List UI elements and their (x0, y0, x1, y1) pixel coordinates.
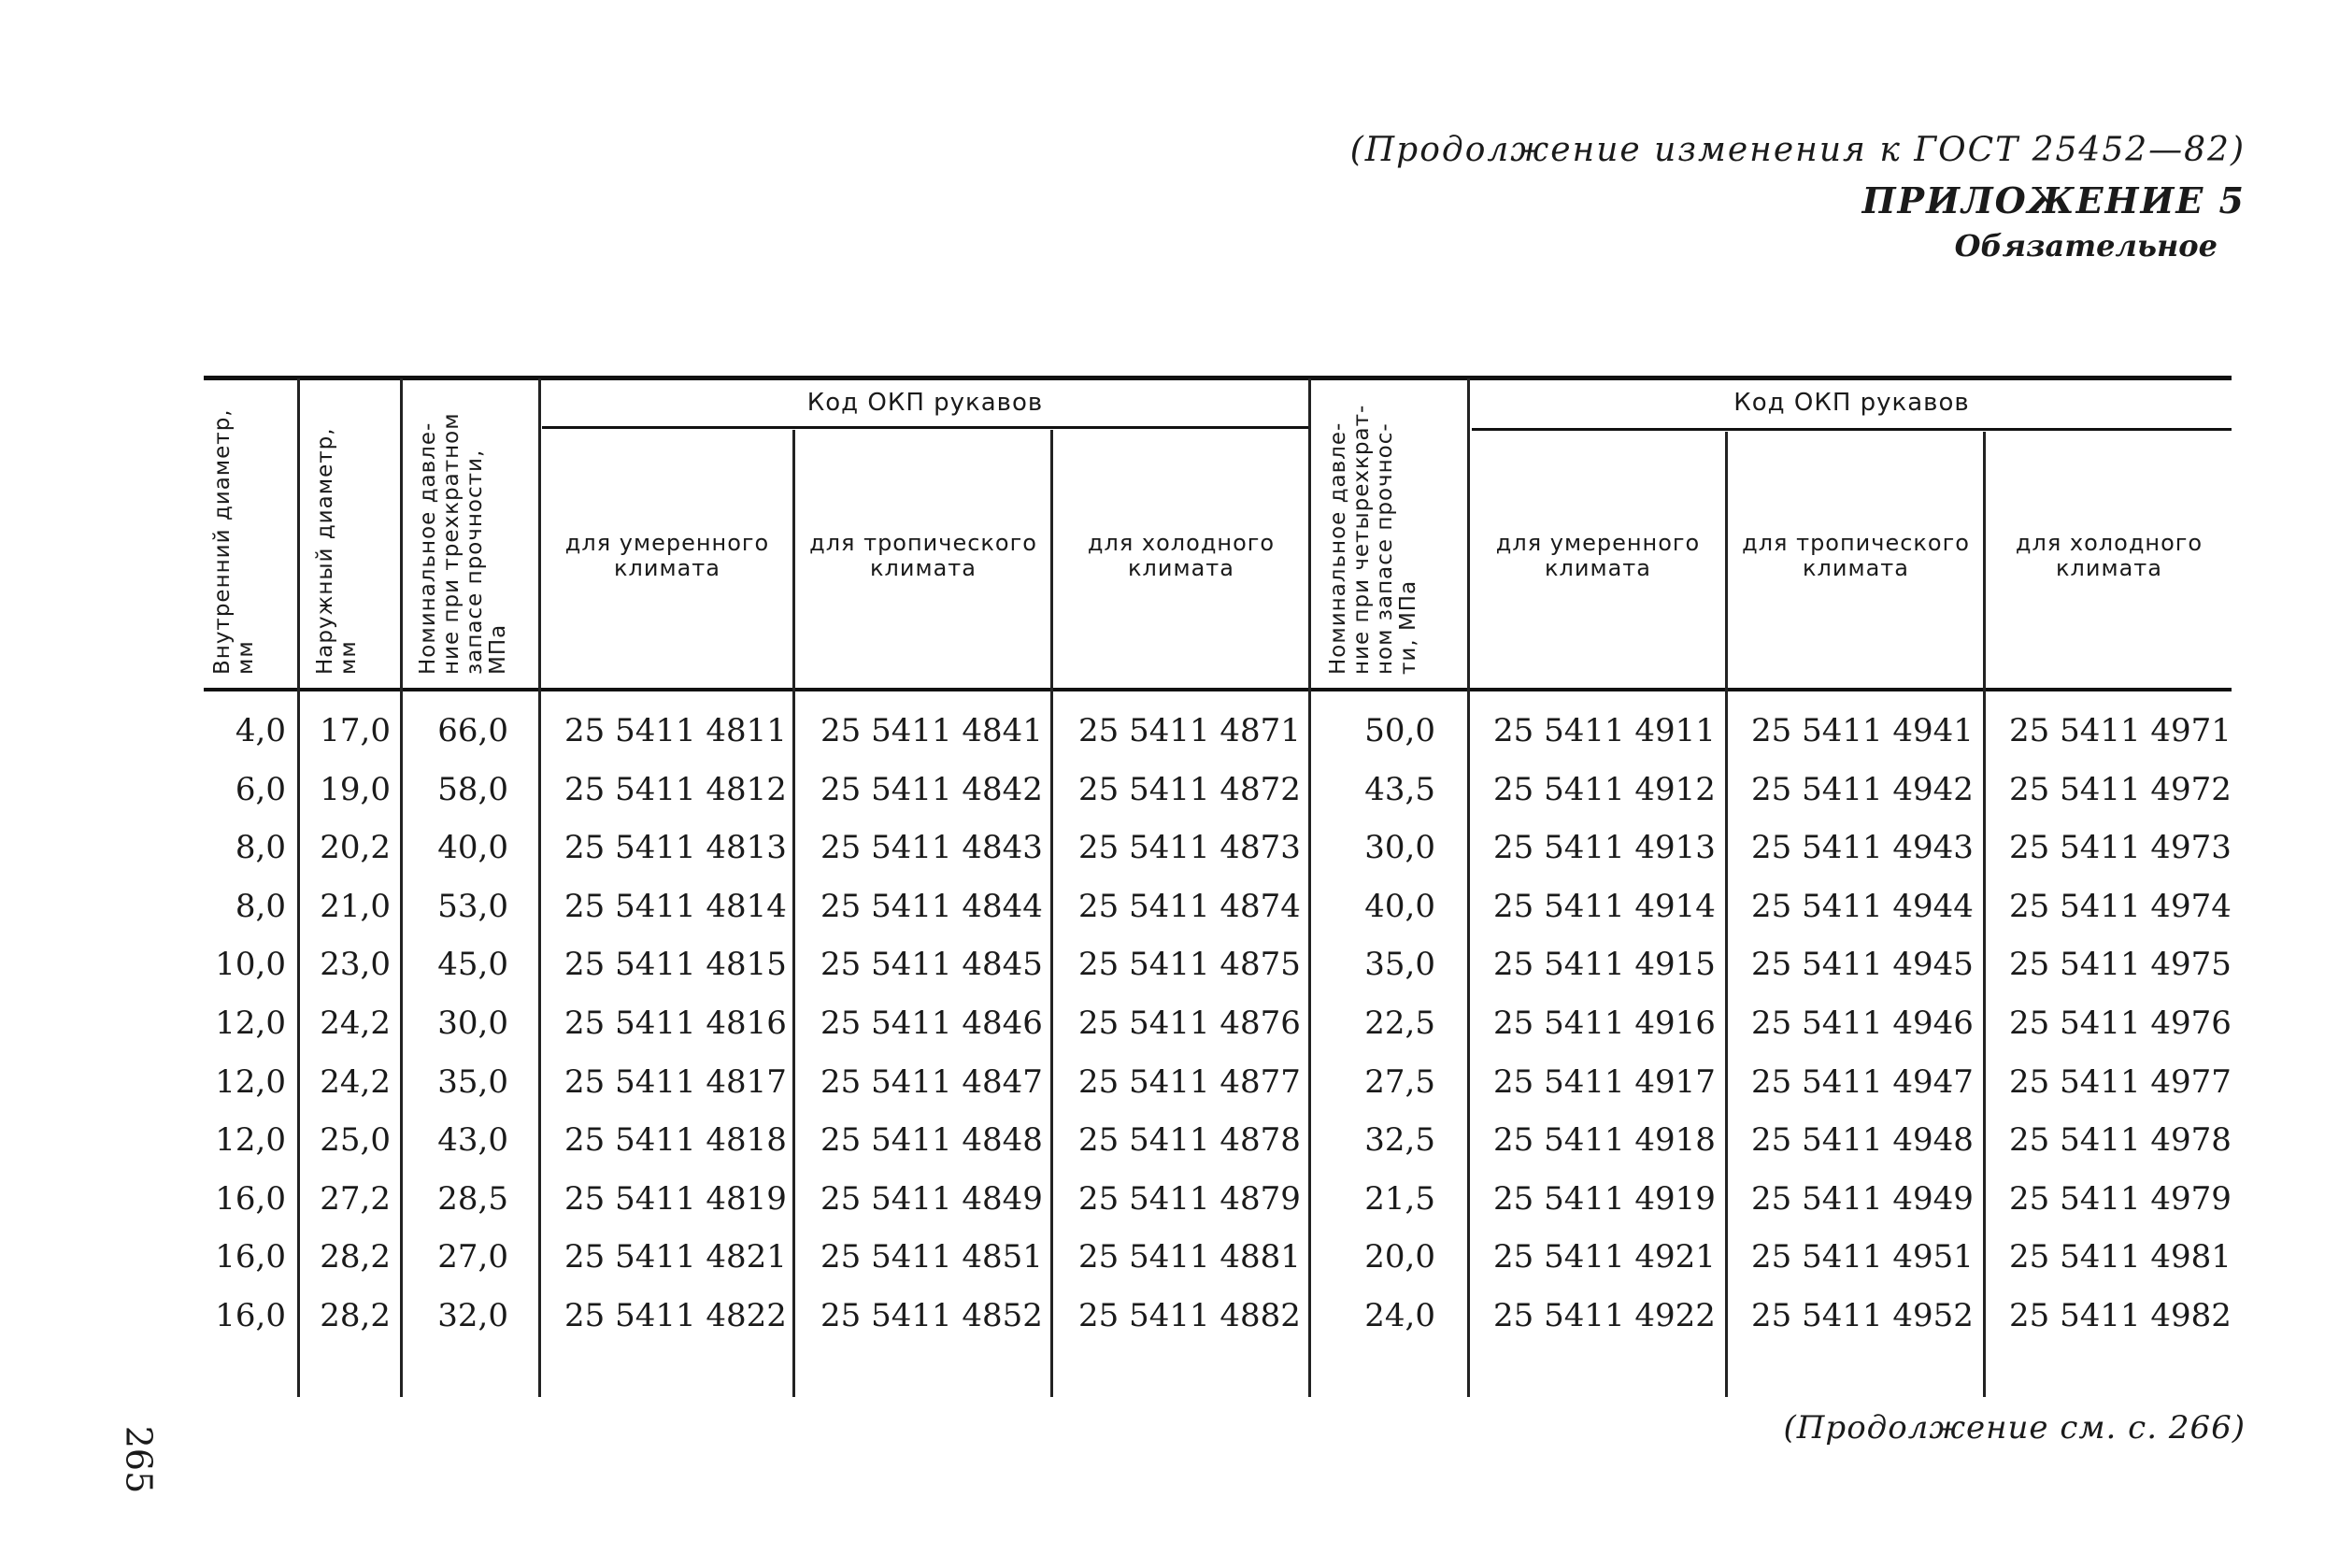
cell-code-cold-2: 25 5411 4979 (2009, 1179, 2232, 1218)
cell-outer-diameter: 27,2 (320, 1179, 391, 1218)
cell-outer-diameter: 20,2 (320, 829, 391, 867)
header-outer-diameter: Наружный диаметр, мм (313, 427, 361, 675)
col-divider-6 (1308, 378, 1311, 1397)
cell-pressure-3x: 40,0 (437, 829, 508, 867)
subhead-tropical-2: для тропического климата (1742, 530, 1970, 581)
cell-code-moderate-1: 25 5411 4811 (564, 712, 787, 749)
okp-group-header-1: Код ОКП рукавов (806, 389, 1044, 417)
cell-code-moderate-1: 25 5411 4821 (564, 1238, 787, 1276)
cell-pressure-4x: 21,5 (1364, 1179, 1435, 1218)
subhead-cold-2: для холодного климата (2015, 530, 2204, 581)
cell-pressure-4x: 24,0 (1364, 1297, 1435, 1334)
cell-code-moderate-1: 25 5411 4817 (564, 1062, 787, 1101)
cell-code-moderate-2: 25 5411 4919 (1493, 1179, 1716, 1218)
cell-code-moderate-2: 25 5411 4921 (1493, 1238, 1716, 1276)
cell-inner-diameter: 8,0 (235, 829, 286, 867)
cell-code-moderate-2: 25 5411 4917 (1493, 1062, 1716, 1101)
cell-outer-diameter: 24,2 (320, 1062, 391, 1101)
cell-inner-diameter: 12,0 (215, 1121, 286, 1160)
cell-code-moderate-2: 25 5411 4914 (1493, 887, 1716, 925)
cell-code-moderate-2: 25 5411 4915 (1493, 946, 1716, 984)
cell-outer-diameter: 24,2 (320, 1005, 391, 1042)
cell-pressure-3x: 28,5 (437, 1179, 508, 1218)
header-inner-diameter: Внутренний диаметр, мм (210, 408, 258, 675)
cell-pressure-4x: 27,5 (1364, 1062, 1435, 1101)
subhead-moderate-1: для умеренного климата (564, 530, 770, 581)
cell-code-cold-1: 25 5411 4871 (1078, 712, 1301, 749)
cell-pressure-4x: 30,0 (1364, 829, 1435, 867)
cell-code-tropical-1: 25 5411 4848 (820, 1121, 1043, 1160)
cell-code-cold-2: 25 5411 4977 (2009, 1062, 2232, 1101)
cell-code-tropical-1: 25 5411 4844 (820, 887, 1043, 925)
cell-pressure-3x: 53,0 (437, 887, 508, 925)
subhead-cold-1: для холодного климата (1087, 530, 1276, 581)
cell-code-tropical-1: 25 5411 4849 (820, 1179, 1043, 1218)
cell-pressure-3x: 30,0 (437, 1005, 508, 1042)
cell-pressure-3x: 27,0 (437, 1238, 508, 1276)
cell-code-tropical-2: 25 5411 4948 (1751, 1121, 1974, 1160)
cell-code-tropical-1: 25 5411 4845 (820, 946, 1043, 984)
cell-pressure-4x: 50,0 (1364, 712, 1435, 749)
cell-code-cold-1: 25 5411 4873 (1078, 829, 1301, 867)
cell-inner-diameter: 16,0 (215, 1238, 286, 1276)
cell-code-cold-2: 25 5411 4971 (2009, 712, 2232, 749)
cell-code-cold-2: 25 5411 4976 (2009, 1005, 2232, 1042)
cell-code-tropical-2: 25 5411 4949 (1751, 1179, 1974, 1218)
col-divider-5 (1050, 430, 1053, 1397)
cell-code-tropical-2: 25 5411 4945 (1751, 946, 1974, 984)
cell-code-moderate-1: 25 5411 4822 (564, 1297, 787, 1334)
cell-code-cold-2: 25 5411 4981 (2009, 1238, 2232, 1276)
cell-pressure-4x: 20,0 (1364, 1238, 1435, 1276)
cell-code-tropical-1: 25 5411 4842 (820, 770, 1043, 808)
cell-code-moderate-1: 25 5411 4818 (564, 1121, 787, 1160)
cell-code-moderate-1: 25 5411 4819 (564, 1179, 787, 1218)
cell-outer-diameter: 21,0 (320, 887, 391, 925)
cell-pressure-3x: 66,0 (437, 712, 508, 749)
cell-inner-diameter: 10,0 (215, 946, 286, 984)
cell-code-moderate-1: 25 5411 4815 (564, 946, 787, 984)
cell-code-cold-1: 25 5411 4879 (1078, 1179, 1301, 1218)
cell-code-cold-2: 25 5411 4973 (2009, 829, 2232, 867)
cell-pressure-3x: 32,0 (437, 1297, 508, 1334)
cell-pressure-4x: 22,5 (1364, 1005, 1435, 1042)
cell-code-tropical-2: 25 5411 4943 (1751, 829, 1974, 867)
cell-outer-diameter: 28,2 (320, 1297, 391, 1334)
cell-code-moderate-1: 25 5411 4813 (564, 829, 787, 867)
cell-code-cold-1: 25 5411 4876 (1078, 1005, 1301, 1042)
cell-outer-diameter: 23,0 (320, 946, 391, 984)
header-pressure-3x: Номинальное давле- ние при трехкратном запасе прочности, МПа (416, 412, 510, 675)
cell-code-moderate-2: 25 5411 4911 (1493, 712, 1716, 749)
continuation-note: (Продолжение изменения к ГОСТ 25452—82) (1349, 131, 2246, 169)
cell-code-tropical-2: 25 5411 4946 (1751, 1005, 1974, 1042)
footer-continuation-note: (Продолжение см. с. 266) (1783, 1409, 2246, 1447)
col-divider-7 (1467, 378, 1470, 1397)
col-divider-8 (1725, 432, 1728, 1397)
cell-code-moderate-2: 25 5411 4913 (1493, 829, 1716, 867)
cell-code-tropical-1: 25 5411 4847 (820, 1062, 1043, 1101)
col-divider-1 (297, 378, 300, 1397)
cell-code-tropical-1: 25 5411 4843 (820, 829, 1043, 867)
cell-code-moderate-1: 25 5411 4816 (564, 1005, 787, 1042)
cell-code-tropical-2: 25 5411 4942 (1751, 770, 1974, 808)
cell-inner-diameter: 8,0 (235, 887, 286, 925)
cell-code-tropical-1: 25 5411 4852 (820, 1297, 1043, 1334)
cell-inner-diameter: 12,0 (215, 1062, 286, 1101)
cell-code-moderate-2: 25 5411 4922 (1493, 1297, 1716, 1334)
cell-code-cold-2: 25 5411 4982 (2009, 1297, 2232, 1334)
header-pressure-4x: Номинальное давле- ние при четырехкрат- ном запасе прочнос- ти, МПа (1326, 404, 1420, 675)
cell-pressure-4x: 43,5 (1364, 770, 1435, 808)
group2-underline (1472, 428, 2232, 431)
col-divider-9 (1983, 432, 1986, 1397)
cell-pressure-3x: 45,0 (437, 946, 508, 984)
cell-inner-diameter: 16,0 (215, 1297, 286, 1334)
cell-code-moderate-2: 25 5411 4918 (1493, 1121, 1716, 1160)
cell-code-cold-1: 25 5411 4875 (1078, 946, 1301, 984)
cell-outer-diameter: 19,0 (320, 770, 391, 808)
cell-pressure-4x: 32,5 (1364, 1121, 1435, 1160)
cell-code-cold-2: 25 5411 4974 (2009, 887, 2232, 925)
cell-pressure-3x: 35,0 (437, 1062, 508, 1101)
col-divider-3 (538, 378, 541, 1397)
cell-inner-diameter: 4,0 (235, 712, 286, 749)
cell-pressure-3x: 43,0 (437, 1121, 508, 1160)
cell-code-cold-1: 25 5411 4877 (1078, 1062, 1301, 1101)
cell-code-cold-2: 25 5411 4975 (2009, 946, 2232, 984)
cell-pressure-4x: 35,0 (1364, 946, 1435, 984)
cell-code-cold-2: 25 5411 4972 (2009, 770, 2232, 808)
cell-inner-diameter: 16,0 (215, 1179, 286, 1218)
cell-code-tropical-2: 25 5411 4951 (1751, 1238, 1974, 1276)
page-number: 265 (118, 1425, 160, 1494)
cell-code-moderate-1: 25 5411 4814 (564, 887, 787, 925)
cell-outer-diameter: 17,0 (320, 712, 391, 749)
cell-code-cold-2: 25 5411 4978 (2009, 1121, 2232, 1160)
appendix-status: Обязательное (1954, 228, 2218, 264)
cell-code-moderate-2: 25 5411 4912 (1493, 770, 1716, 808)
cell-code-tropical-1: 25 5411 4841 (820, 712, 1043, 749)
cell-code-tropical-2: 25 5411 4952 (1751, 1297, 1974, 1334)
cell-code-moderate-1: 25 5411 4812 (564, 770, 787, 808)
cell-pressure-3x: 58,0 (437, 770, 508, 808)
cell-inner-diameter: 6,0 (235, 770, 286, 808)
cell-outer-diameter: 28,2 (320, 1238, 391, 1276)
cell-code-cold-1: 25 5411 4872 (1078, 770, 1301, 808)
subhead-moderate-2: для умеренного климата (1495, 530, 1701, 581)
cell-pressure-4x: 40,0 (1364, 887, 1435, 925)
cell-code-cold-1: 25 5411 4874 (1078, 887, 1301, 925)
cell-code-cold-1: 25 5411 4882 (1078, 1297, 1301, 1334)
cell-code-tropical-1: 25 5411 4851 (820, 1238, 1043, 1276)
group1-underline (542, 426, 1308, 429)
appendix-title: ПРИЛОЖЕНИЕ 5 (1861, 179, 2246, 221)
cell-code-tropical-2: 25 5411 4941 (1751, 712, 1974, 749)
col-divider-2 (400, 378, 403, 1397)
cell-code-cold-1: 25 5411 4881 (1078, 1238, 1301, 1276)
cell-code-moderate-2: 25 5411 4916 (1493, 1005, 1716, 1042)
subhead-tropical-1: для тропического климата (809, 530, 1037, 581)
cell-inner-diameter: 12,0 (215, 1005, 286, 1042)
okp-group-header-2: Код ОКП рукавов (1733, 389, 1970, 417)
cell-code-tropical-2: 25 5411 4944 (1751, 887, 1974, 925)
cell-code-cold-1: 25 5411 4878 (1078, 1121, 1301, 1160)
col-divider-4 (792, 430, 795, 1397)
header-bottom-rule (204, 688, 2232, 691)
cell-code-tropical-2: 25 5411 4947 (1751, 1062, 1974, 1101)
cell-code-tropical-1: 25 5411 4846 (820, 1005, 1043, 1042)
cell-outer-diameter: 25,0 (320, 1121, 391, 1160)
